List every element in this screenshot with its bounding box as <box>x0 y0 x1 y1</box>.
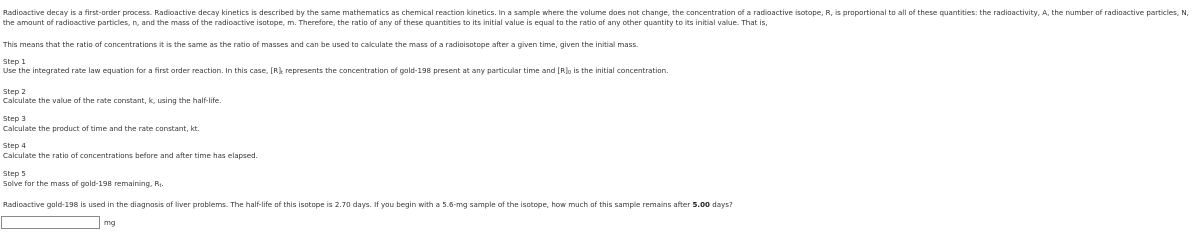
step-1-title: Step 1 <box>3 57 26 66</box>
question-text-after: days? <box>709 200 733 209</box>
step-4-text: Calculate the ratio of concentrations before and after time has elapsed. <box>3 151 258 160</box>
question-days-value: 5.00 <box>692 200 710 209</box>
step-5-title: Step 5 <box>3 169 26 178</box>
step-4-title: Step 4 <box>3 141 26 150</box>
intro-paragraph: Radioactive decay is a first-order process. Radioactive decay kinetics is described by the same mathematics as chemical reaction kinetics. In a sample where the volume does not change, the concentration of a radioactive isotope, R, is proportional to all of these quantities: the radioactivity, A, the number of radioactive particles, N, the amount of radioactive particles, n, and the mass of the radioactive isotope, m. Therefore, the ratio of any of these quantities to its initial value is equal to the ratio of any other quantity to its initial value. That is, <box>3 8 1189 27</box>
step-5-text-after: . <box>161 179 164 188</box>
step-3-title: Step 3 <box>3 114 26 123</box>
step-2-text: Calculate the value of the rate constant, k, using the half-life. <box>3 96 222 105</box>
answer-unit: mg <box>104 218 116 227</box>
step-2-title: Step 2 <box>3 87 26 96</box>
step-5-text <box>3 179 164 189</box>
step-1-subscript-0: 0 <box>567 70 572 76</box>
step-3-text: Calculate the product of time and the rate constant, kt. <box>3 124 200 133</box>
answer-row <box>1 215 115 230</box>
answer-input[interactable] <box>1 216 100 229</box>
ratio-note: This means that the ratio of concentrations it is the same as the ratio of masses and can be used to calculate the mass of a radioisotope after a given time, given the initial mass. <box>3 40 639 49</box>
step-1-text <box>3 66 668 76</box>
question-text <box>3 200 733 210</box>
step-1-text-middle: represents the concentration of gold-198 present at any particular time and [R] <box>282 66 568 75</box>
step-1-text-before: Use the integrated rate law equation for a first order reaction. In this case, [R] <box>3 66 281 75</box>
step-1-text-after: is the initial concentration. <box>571 66 669 75</box>
step-5-subscript-t: t <box>159 183 162 189</box>
step-5-text-before: Solve for the mass of gold-198 remaining, R <box>3 179 160 188</box>
step-1-subscript-t: t <box>280 70 283 76</box>
question-text-before: Radioactive gold-198 is used in the diagnosis of liver problems. The half-life of this isotope is 2.70 days. If you begin with a 5.6-mg sample of the isotope, how much of this sample remains after <box>3 200 693 209</box>
